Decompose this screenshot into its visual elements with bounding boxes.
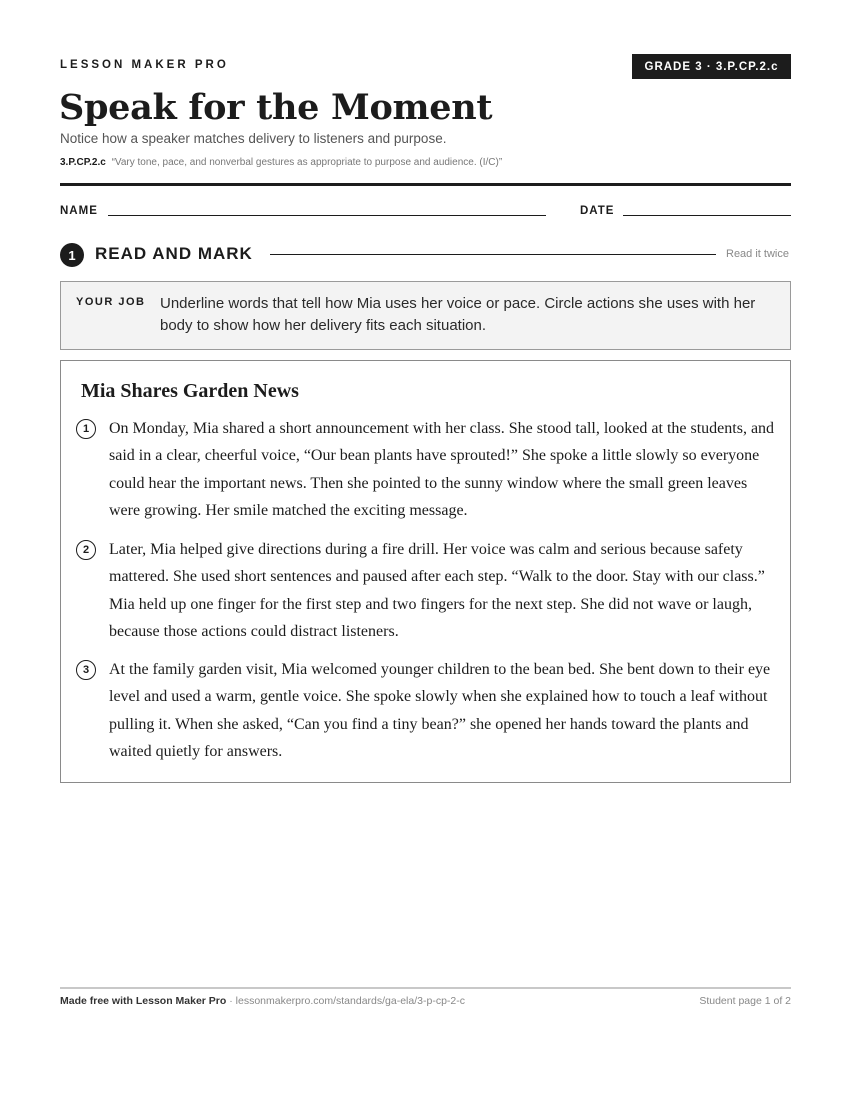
section-title: READ AND MARK xyxy=(95,244,253,263)
footer-made-with: Made free with Lesson Maker Pro xyxy=(60,995,227,1007)
footer-credit xyxy=(60,995,465,1007)
paragraph-number: 1 xyxy=(76,419,96,439)
standard-text: “Vary tone, pace, and nonverbal gestures as appropriate to purpose and audience. (I/C)” xyxy=(111,157,503,168)
paragraph-text: At the family garden visit, Mia welcomed younger children to the bean bed. She bent down to their eye level and used a warm, gentle voice. She spoke slowly when she explained how to touch a leaf without pulling it. When she asked, “Can you find a tiny bean?” she opened her hands toward the plants and waited quietly for answers. xyxy=(109,661,771,761)
paragraph-number: 3 xyxy=(76,660,96,680)
date-label: DATE xyxy=(580,205,615,217)
standard-code: 3.P.CP.2.c xyxy=(60,157,106,168)
section-number-badge: 1 xyxy=(60,243,84,267)
footer-page-number: Student page 1 of 2 xyxy=(699,995,791,1007)
footer-divider xyxy=(60,987,791,989)
name-label: NAME xyxy=(60,205,98,217)
instructions-text: Underline words that tell how Mia uses her voice or pace. Circle actions she uses with her body to show how her delivery fits each situation. xyxy=(160,295,756,334)
footer-url: · lessonmakerpro.com/standards/ga-ela/3-p-cp-2-c xyxy=(226,995,465,1007)
grade-badge: GRADE 3 · 3.P.CP.2.c xyxy=(632,54,791,79)
paragraph-number: 2 xyxy=(76,540,96,560)
section-divider xyxy=(270,254,716,255)
section-note: Read it twice xyxy=(726,248,789,260)
page-subtitle: Notice how a speaker matches delivery to listeners and purpose. xyxy=(60,131,447,146)
header-divider xyxy=(60,183,791,186)
date-field[interactable] xyxy=(623,215,791,216)
passage-title: Mia Shares Garden News xyxy=(81,380,299,402)
paragraph-text: On Monday, Mia shared a short announcement with her class. She stood tall, looked at the students, and said in a clear, cheerful voice, “Our bean plants have sprouted!” She spoke a little slowly so everyone could hear the important news. Then she pointed to the sunny window where the small green leaves were growing. Her smile matched the exciting message. xyxy=(109,420,775,520)
paragraph-text: Later, Mia helped give directions during a fire drill. Her voice was calm and serious because safety mattered. She used short sentences and paused after each step. “Walk to the door. Stay with our class.” Mia held up one finger for the first step and two fingers for the next step. She did not wave or laugh, because those actions could distract listeners. xyxy=(109,541,765,641)
standard-line xyxy=(60,157,502,168)
instructions-box xyxy=(60,281,791,350)
page-title: Speak for the Moment xyxy=(59,87,493,128)
instructions-label: YOUR JOB xyxy=(76,296,146,308)
name-field[interactable] xyxy=(108,215,546,216)
passage-box xyxy=(60,360,791,783)
brand-name: LESSON MAKER PRO xyxy=(60,59,229,71)
